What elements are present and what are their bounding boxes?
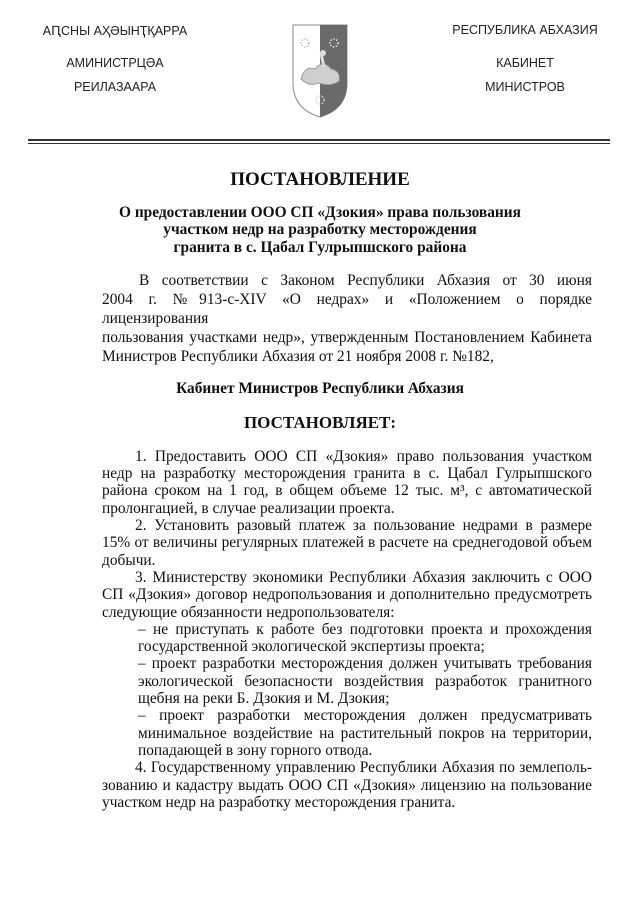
items-line: щебня на реки Б. Дзокия и М. Дзокия; bbox=[138, 690, 390, 708]
header-right bbox=[430, 0, 620, 120]
preamble-paragraph bbox=[102, 271, 592, 366]
subtitle-line: участком недр на разработку месторождения bbox=[163, 221, 477, 239]
preamble-line: В соответствии с Законом Республики Абхазия от 30 июня bbox=[139, 271, 592, 289]
items-line: – не приступать к работе без подготовки проекта и прохождения bbox=[138, 620, 592, 638]
preamble-line: 2004 г. №913-с-XIV «О недрах» и «Положением о порядке лицензирования bbox=[102, 290, 592, 327]
header-divider bbox=[28, 139, 610, 141]
items-line: СП «Дзокия» договор недропользования и дополнительно предусмотреть bbox=[102, 586, 592, 604]
items-line: участком недр на разработку месторождения гранита. bbox=[102, 793, 456, 811]
items-line: района сроком на 1 год, в общем объеме 12 тыс. м³, с автоматической bbox=[102, 482, 592, 500]
items-line: минимальное воздействие на растительный покров на территории, bbox=[138, 724, 592, 742]
items-line: 1. Предоставить ООО СП «Дзокия» право пользования участком bbox=[135, 447, 592, 465]
items-line: 4. Государственному управлению Республики Абхазия по землеполь- bbox=[135, 759, 592, 777]
preamble-line: Министров Республики Абхазия от 21 ноября 2008 г. №182, bbox=[102, 347, 494, 365]
items-line: пролонгацией, в случае реализации проекта. bbox=[102, 499, 395, 517]
document-title: ПОСТАНОВЛЕНИЕ bbox=[230, 169, 410, 190]
subtitle-line: гранита в с. Цабал Гулрыпшского района bbox=[173, 238, 467, 256]
resolves-heading: ПОСТАНОВЛЯЕТ: bbox=[243, 412, 397, 432]
resolution-items bbox=[102, 448, 592, 811]
items-line: – проект разработки месторождения должен предусматривать bbox=[138, 707, 592, 725]
items-line: следующие обязанности недропользователя: bbox=[102, 603, 395, 621]
header-divider bbox=[28, 143, 610, 144]
coat-of-arms-emblem bbox=[291, 23, 349, 119]
header-left-line: РЕИЛАЗААРА bbox=[73, 80, 157, 94]
items-line: 3. Министерству экономики Республики Абхазия заключить с ООО bbox=[135, 568, 592, 586]
document-body bbox=[0, 168, 640, 811]
items-line: – проект разработки месторождения должен учитывать требования bbox=[138, 655, 592, 673]
document-subtitle bbox=[0, 204, 640, 256]
subtitle-line: О предоставлении ООО СП «Дзокия» права пользования bbox=[119, 204, 521, 221]
header-left bbox=[20, 0, 210, 120]
issuing-authority: Кабинет Министров Республики Абхазия bbox=[176, 379, 464, 397]
items-line: 15% от величины регулярных платежей в расчете на среднегодовой объем bbox=[102, 534, 592, 552]
items-line: зованию и кадастру выдать ООО СП «Дзокия» лицензию на пользование bbox=[102, 776, 592, 794]
preamble-line: пользования участками недр», утвержденным Постановлением Кабинета bbox=[102, 328, 592, 346]
header-left-line: АМИНИСТРЦӘА bbox=[66, 56, 164, 70]
items-line: 2. Установить разовый платеж за пользование недрами в размере bbox=[135, 517, 592, 535]
header-right-line: РЕСПУБЛИКА АБХАЗИЯ bbox=[452, 23, 598, 37]
header-left-line: АԤСНЫ АҲӘЫНҬҚАРРА bbox=[42, 24, 188, 38]
header-right-line: МИНИСТРОВ bbox=[485, 80, 565, 94]
items-line: недр на разработку месторождения гранита в с. Цабал Гулрыпшского bbox=[102, 465, 592, 483]
items-line: добычи. bbox=[102, 551, 156, 569]
items-line: экологической безопасности воздействия разработок гранитного bbox=[138, 672, 592, 690]
items-line: попадающей в зону горного отвода. bbox=[138, 741, 373, 759]
items-line: государственной экологической экспертизы проекта; bbox=[138, 638, 485, 656]
header-right-line: КАБИНЕТ bbox=[496, 56, 554, 70]
